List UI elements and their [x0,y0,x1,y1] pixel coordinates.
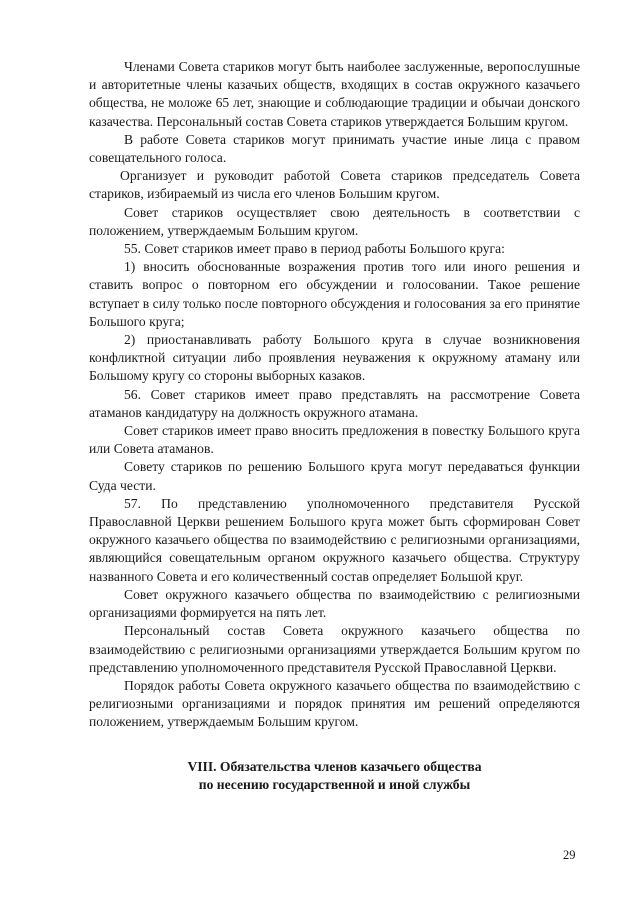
paragraph-clause-56: 56. Совет стариков имеет право представлять на рассмотрение Совета атаманов кандидатуру на должность окружного атамана. [89,386,580,420]
paragraph-clause-55-item-2: 2) приостанавливать работу Большого круга в случае возникновения конфликтной ситуации либо проявления неуважения к окружному атаману или Большому кругу со стороны выборных казаков. [89,332,580,384]
page-number: 29 [563,848,576,862]
paragraph-clause-55: 55. Совет стариков имеет право в период работы Большого круга: [124,241,505,257]
paragraph-religious-council-procedure: Порядок работы Совета окружного казачьего общества по взаимодействию с религиозными организациями и порядок принятия им решений определяются положением, утверждаемым Большим кругом. [89,677,580,730]
paragraph-council-chairman: Организует и руководит работой Совета стариков председатель Совета стариков, избираемый из числа его членов Большим кругом. [89,168,580,202]
section-heading [89,758,580,795]
paragraph-court-of-honor: Совету стариков по решению Большого круга могут передаваться функции Суда чести. [89,459,580,493]
paragraph-council-regulation: Совет стариков осуществляет свою деятельность в соответствии с положением, утверждаемым Большим кругом. [89,204,580,238]
section-heading-line-1: VIII. Обязательства членов казачьего общества [187,758,482,774]
paragraph-council-members: Членами Совета стариков могут быть наиболее заслуженные, веропослушные и авторитетные члены казачьих обществ, входящих в состав окружного казачьего общества, не моложе 65 лет, знающие и соблюдающие традиции и обычаи донского казачества. Персональный состав Совета стариков утверждается Большим кругом. [89,59,580,129]
paragraph-clause-57: 57. По представлению уполномоченного представителя Русской Православной Церкви решением Большого круга может быть сформирован Совет окружного казачьего общества по взаимодействию с религиозными организациями, являющийся совещательным органом окружного казачьего общества. Структуру названного Совета и его количественный состав определяет Большой круг. [89,495,580,584]
paragraph-advisory-participants: В работе Совета стариков могут принимать участие иные лица с правом совещательного голоса. [89,131,580,166]
document-page [89,58,580,795]
paragraph-religious-council-term: Совет окружного казачьего общества по взаимодействию с религиозными организациями формируется на пять лет. [89,586,580,621]
paragraph-agenda-proposals: Совет стариков имеет право вносить предложения в повестку Большого круга или Совета атаманов. [89,423,580,457]
section-heading-line-2: по несению государственной и иной службы [198,777,471,793]
paragraph-religious-council-composition: Персональный состав Совета окружного казачьего общества по взаимодействию с религиозными организациями утверждается Большим кругом по представлению уполномоченного представителя Русской Православной Церкви. [89,623,580,675]
paragraph-clause-55-item-1: 1) вносить обоснованные возражения против того или иного решения и ставить вопрос о повторном его обсуждении и голосовании. Такое решение вступает в силу только после повторного обсуждения и голосования за его принятие Большого круга; [89,259,580,329]
